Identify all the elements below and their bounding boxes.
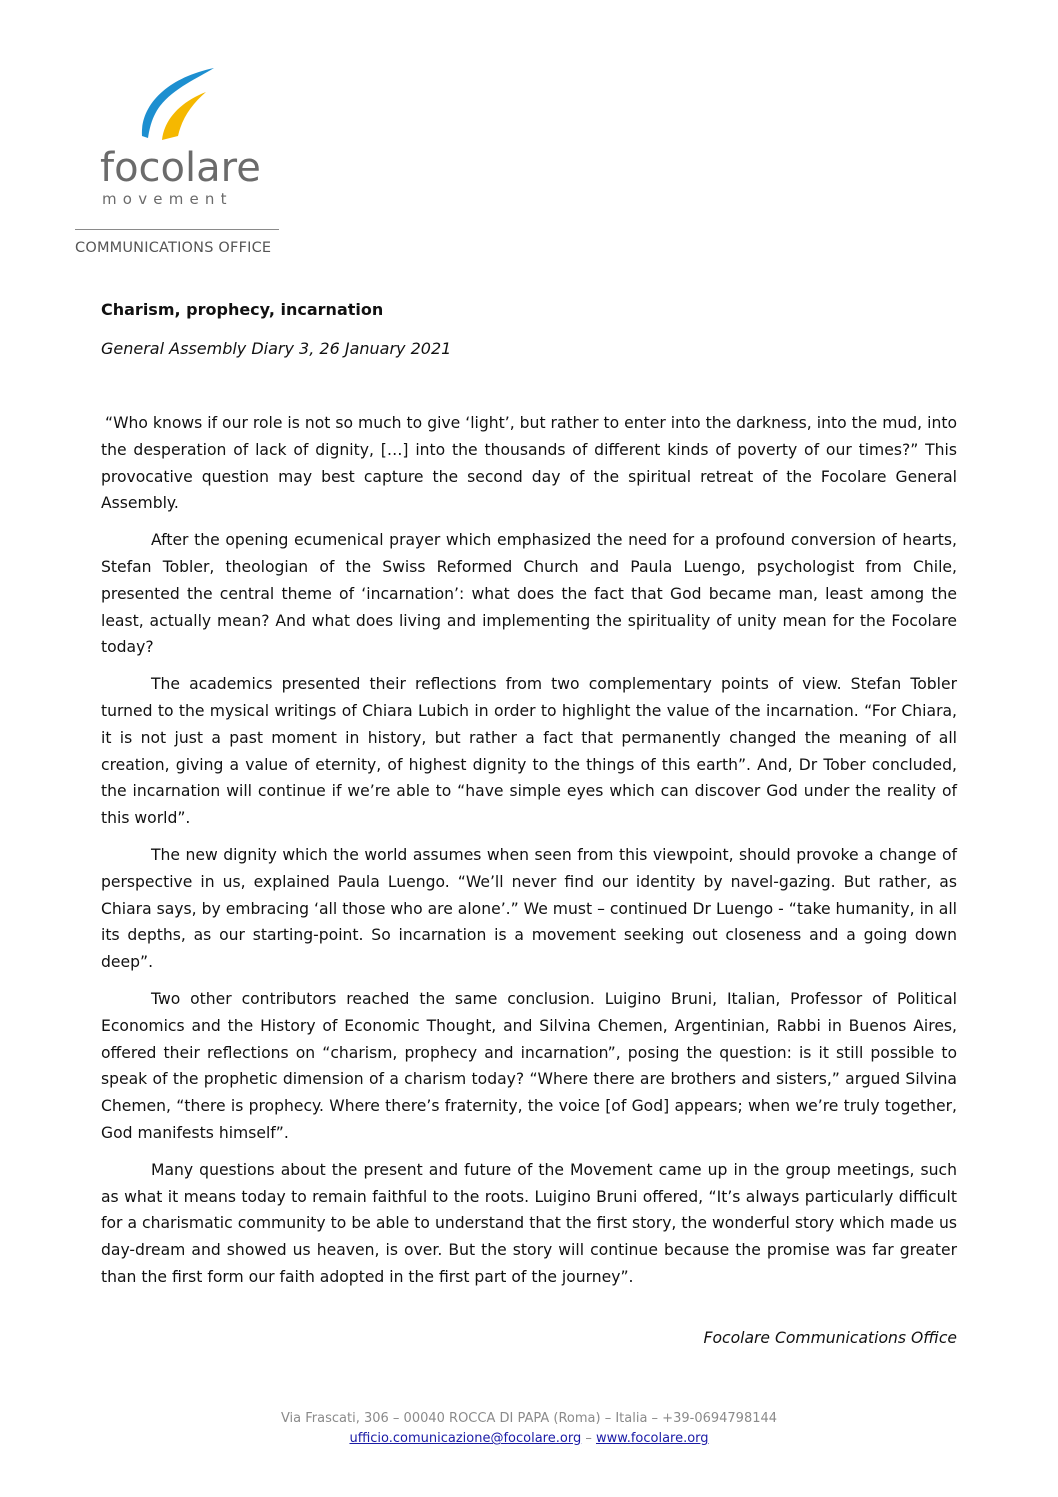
article-title: Charism, prophecy, incarnation	[101, 300, 384, 319]
paragraph: After the opening ecumenical prayer which emphasized the need for a profound conversion of hearts, Stefan Tobler, theologian of the Swiss Reformed Church and Paula Luengo, psychologist from Chile, presented the central theme of ‘incarnation’: what does the fact that God became man, least among the least, actually mean? And what does living and implementing the spirituality of unity mean for the Focolare today?	[101, 531, 957, 657]
logo-subtitle: movement	[102, 190, 233, 208]
paragraph: “Who knows if our role is not so much to give ‘light’, but rather to enter into the darkness, into the mud, into the desperation of lack of dignity, […] into the thousands of different kinds of poverty of our times?” This provocative question may best capture the second day of the spiritual retreat of the Focolare General Assembly.	[101, 414, 957, 513]
focolare-swoosh-icon	[136, 66, 216, 142]
email-link[interactable]: ufficio.comunicazione@focolare.org	[349, 1431, 582, 1446]
footer	[0, 1409, 1058, 1449]
paragraph: Two other contributors reached the same conclusion. Luigino Bruni, Italian, Professor of Political Economics and the History of Economic Thought, and Silvina Chemen, Argentinian, Rabbi in Buenos Aires, offered their reflections on “charism, prophecy and incarnation”, posing the question: is it still possible to speak of the prophetic dimension of a charism today? “Where there are brothers and sisters,” argued Silvina Chemen, “there is prophecy. Where there’s fraternity, the voice [of God] appears; when we’re truly together, God manifests himself”.	[101, 989, 957, 1142]
website-link[interactable]: www.focolare.org	[595, 1431, 709, 1446]
paragraph: The academics presented their reflections from two complementary points of view. Stefan Tobler turned to the mysical writings of Chiara Lubich in order to highlight the value of the incarnation. “For Chiara, it is not just a past moment in history, but rather a fact that permanently changed the meaning of all creation, giving a value of eternity, of highest dignity to the things of this earth”. And, Dr Tober concluded, the incarnation will continue if we’re able to “have simple eyes which can discover God under the reality of this world”.	[101, 675, 957, 828]
paragraph: The new dignity which the world assumes when seen from this viewpoint, should provoke a change of perspective in us, explained Paula Luengo. “We’ll never find our identity by navel-gazing. But rather, as Chiara says, by embracing ‘all those who are alone’.” We must – continued Dr Luengo - “take humanity, in all its depths, as our starting-point. So incarnation is a movement seeking out closeness and a going down deep”.	[101, 845, 957, 972]
header-divider	[75, 229, 279, 230]
logo-wordmark: focolare	[100, 145, 261, 191]
office-label: COMMUNICATIONS OFFICE	[75, 240, 272, 256]
footer-links	[0, 1429, 1058, 1449]
footer-address: Via Frascati, 306 – 00040 ROCCA DI PAPA (Roma) – Italia – +39-0694798144	[280, 1411, 778, 1426]
paragraph: Many questions about the present and future of the Movement came up in the group meetings, such as what it means today to remain faithful to the roots. Luigino Bruni offered, “It’s always particularly difficult for a charismatic community to be able to understand that the first story, the wonderful story which made us day-dream and showed us heaven, is over. But the story will continue because the promise was far greater than the first form our faith adopted in the first part of the journey”.	[101, 1160, 957, 1286]
article-body	[101, 410, 957, 1301]
article-subtitle: General Assembly Diary 3, 26 January 2021	[101, 339, 452, 358]
signature: Focolare Communications Office	[703, 1329, 957, 1347]
footer-separator: –	[585, 1431, 592, 1446]
focolare-logo	[100, 66, 270, 206]
